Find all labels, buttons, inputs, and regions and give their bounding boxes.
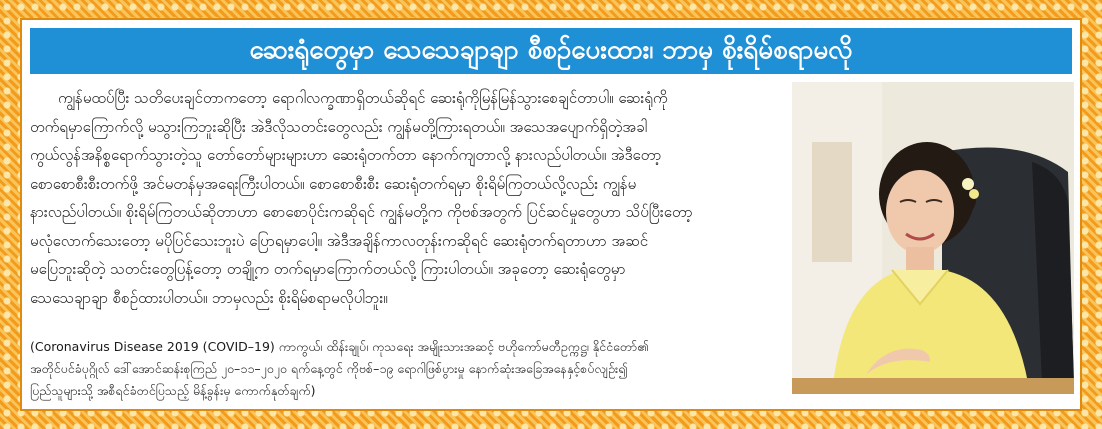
body-line: တက်ရမှာကြောက်လို့ မသွားကြဘူးဆိုပြီး အဲဒီလိုသတင်းတွေလည်း ကျွန်မတို့ကြားရတယ်။ အသေအပျောက်ရှိတဲ့အခါ [30,117,648,136]
speaker-portrait-icon [792,82,1074,394]
body-line: သေသေချာချာ စီစဉ်ထားပါတယ်။ ဘာမှလည်း စိုးရိမ်စရာမလိုပါဘူး။ [30,288,388,307]
headline-bar [30,28,1072,74]
article-panel [22,20,1080,409]
body-line: နားလည်ပါတယ်။ စိုးရိမ်ကြတယ်ဆိုတာဟာ စောစောပိုင်းကဆိုရင် ကျွန်မတို့က ကိုဗစ်အတွက် ပြင်ဆင်မှုတွေဟာ သိပ်ပြီးတော့ [30,203,693,221]
headline: ဆေးရုံတွေမှာ သေသေချာချာ စီစဉ်ပေးထား၊ ဘာမှ စိုးရိမ်စရာမလို [249,34,853,65]
source-caption [30,336,782,402]
quote-body [30,84,782,312]
caption-line: (Coronavirus Disease 2019 (COVID–19) ကာကွယ်၊ ထိန်းချုပ်၊ ကုသရေး အမျိုးသားအဆင့် ဗဟိုကော်မတီဥက္ကဋ္ဌ၊ နိုင်ငံတော်၏ [30,339,649,354]
body-line: မပြေဘူးဆိုတဲ့ သတင်းတွေပြန့်တော့ တချို့က တက်ရမှာကြောက်တယ်လို့ ကြားပါတယ်။ အခုတော့ ဆေးရုံတွေမှာ [30,260,626,278]
caption-line: အတိုင်ပင်ခံပုဂ္ဂိုလ် ဒေါ်အောင်ဆန်းစုကြည် ၂၀–၁၁–၂၀၂၀ ရက်နေ့တွင် ကိုဗစ်–၁၉ ရောဂါဖြစ်ပွားမှု နောက်ဆုံးအခြေအနေနှင့်စပ်လျဉ်း၍ [30,361,628,376]
body-line: ကျွန်မထပ်ပြီး သတိပေးချင်တာကတော့ ရောဂါလက္ခဏာရှိတယ်ဆိုရင် ဆေးရုံကိုမြန်မြန်သွားစေချင်တာပါ။ ဆေးရုံကို [58,89,668,107]
body-line: ကွယ်လွန်အနိစ္စရောက်သွားတဲ့သူ တော်တော်များများဟာ ဆေးရုံတက်တာ နောက်ကျတာလို့ နားလည်ပါတယ်။ အဲဒီတော့ [30,146,662,164]
speaker-photo [792,82,1074,394]
caption-line: ပြည်သူများသို့ အစီရင်ခံတင်ပြသည့် မိန့်ခွန်းမှ ကောက်နုတ်ချက်) [30,383,316,398]
body-line: မလုံလောက်သေးတော့ မပိုပြင်သေးဘူးပဲ ပြောရမှာပေါ့။ အဲဒီအချိန်ကာလတုန်းကဆိုရင် ဆေးရုံတက်ရတာဟာ အဆင် [30,231,649,250]
body-line: စောစောစီးစီးတက်ဖို့ အင်မတန်မှအရေးကြီးပါတယ်။ စောစောစီးစီး ဆေးရုံတက်ရမှာ စိုးရိမ်ကြတယ်လို့လည်း ကျွန်မ [30,174,637,193]
